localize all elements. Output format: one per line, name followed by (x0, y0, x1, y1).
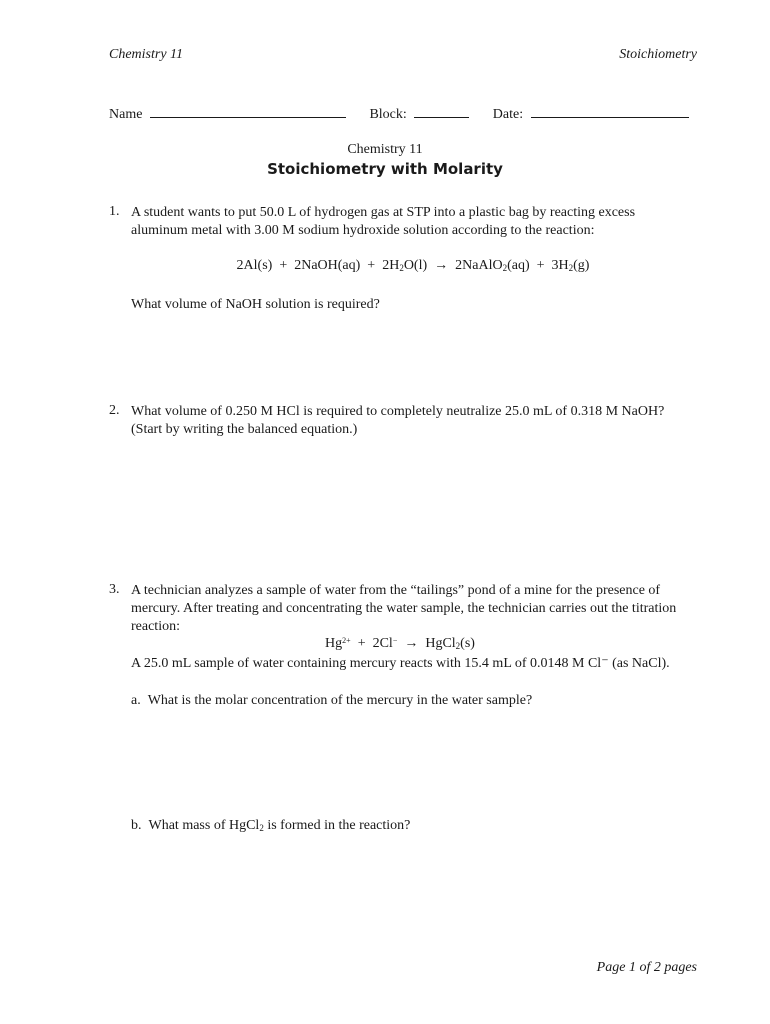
question-3-number: 3. (109, 582, 120, 597)
question-1-text: A student wants to put 50.0 L of hydrogen gas at STP into a plastic bag by reacting excess aluminum metal with 3.00 M sodium hydroxide solution according to the reaction: (131, 205, 636, 238)
question-2-number: 2. (109, 403, 120, 418)
name-blank[interactable] (150, 105, 346, 118)
question-3-followup: A 25.0 mL sample of water containing mercury reacts with 15.4 mL of 0.0148 M Cl⁻ (as NaCl). (131, 656, 670, 671)
question-1-prompt: What volume of NaOH solution is required? (131, 297, 380, 312)
part-a-text: What is the molar concentration of the mercury in the water sample? (147, 693, 533, 708)
worksheet-course: Chemistry 11 (347, 142, 423, 157)
question-1-equation: 2Al(s) + 2NaOH(aq) + $2H_2O(l)$ → 2NaAlO$_2$(aq) + $3H_2(g)$ (236, 258, 590, 273)
student-info-row (109, 105, 689, 123)
part-b-label: b. (131, 818, 142, 833)
block-blank[interactable] (414, 105, 469, 118)
date-blank[interactable] (531, 105, 689, 118)
question-1-number: 1. (109, 204, 120, 219)
question-2-text: What volume of 0.250 M HCl is required to completely neutralize 25.0 mL of 0.318 M NaOH? (Start by writing the balanced equation.) (131, 404, 665, 437)
question-3-text: A technician analyzes a sample of water from the “tailings” pond of a mine for the presence of mercury. After treating and concentrating the water sample, the technician carries out the titration reaction: (131, 583, 677, 634)
question-3-part-b: b. What mass of HgCl$_2$ is formed in the reaction? (131, 818, 411, 833)
header-unit: Stoichiometry (619, 47, 697, 62)
question-3-equation: $Hg^{2+} + 2Cl^-$ → HgCl$_2$(s) (325, 636, 475, 651)
page-footer: Page 1 of 2 pages (596, 960, 697, 975)
header-course: Chemistry 11 (109, 47, 184, 62)
part-a-label: a. (131, 693, 141, 708)
block-label: Block: (369, 107, 407, 122)
date-label: Date: (492, 107, 524, 122)
name-label: Name (109, 107, 143, 122)
part-b-tail: is formed in the reaction? (263, 818, 411, 833)
question-3-part-a (131, 692, 691, 710)
worksheet-title: Stoichiometry with Molarity (267, 160, 503, 178)
part-b-text: What mass of HgCl (148, 818, 260, 833)
